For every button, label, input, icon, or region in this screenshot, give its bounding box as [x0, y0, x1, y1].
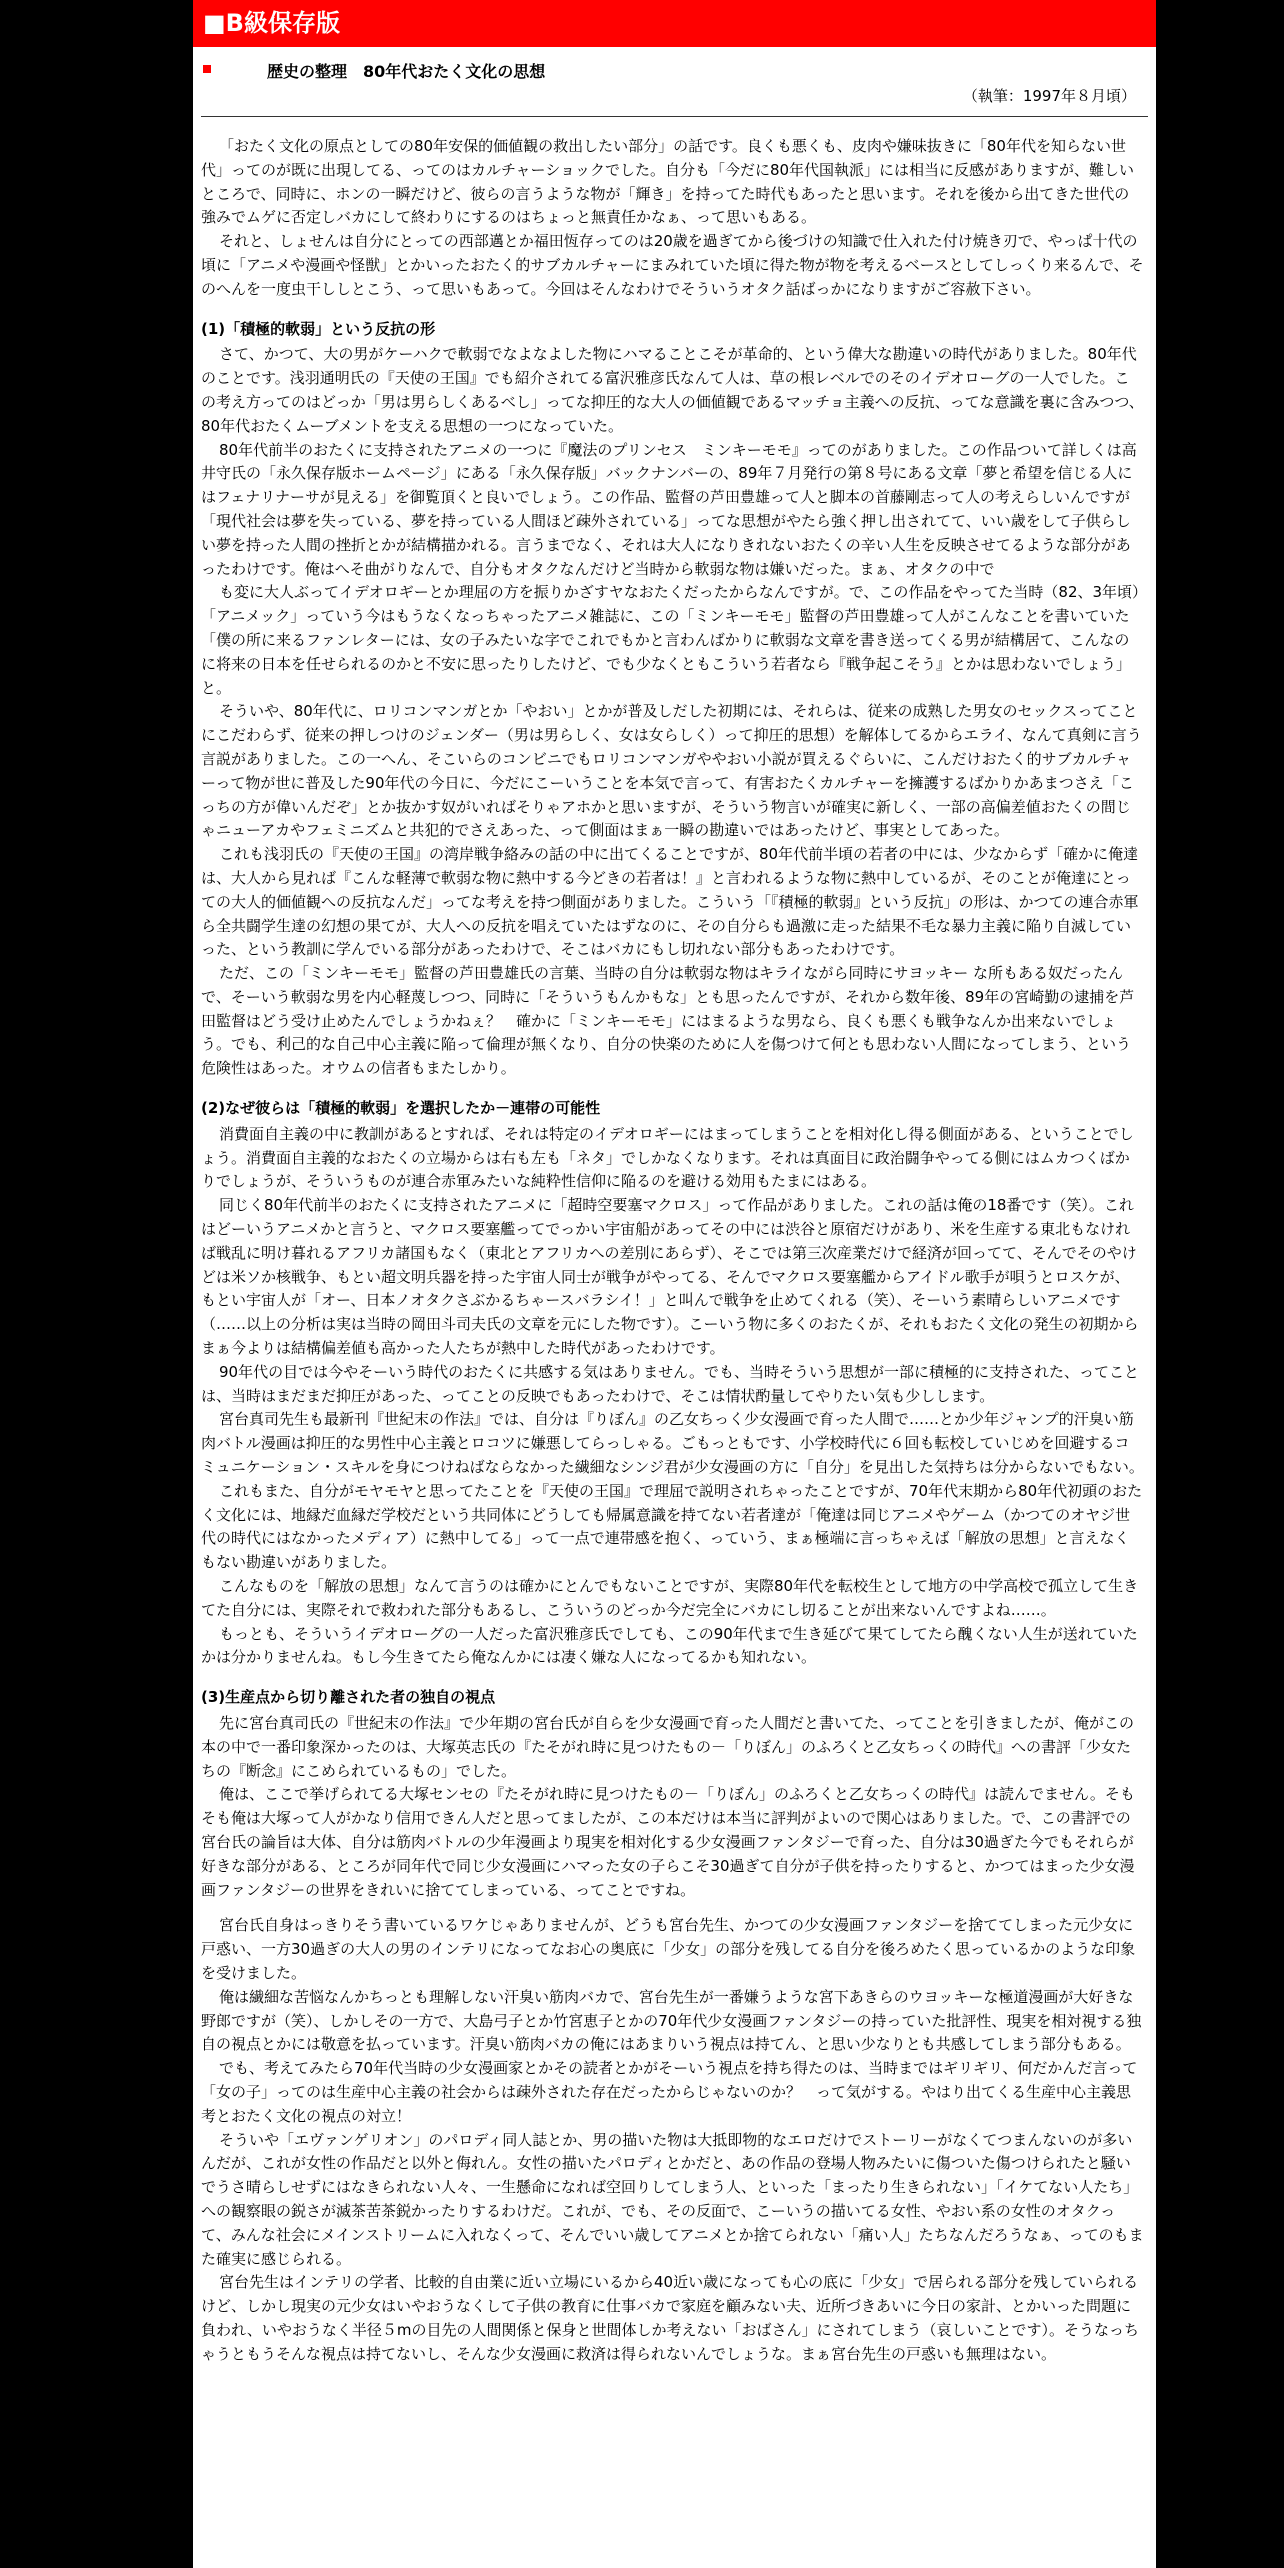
- section: [201, 318, 1144, 1082]
- section-heading: (2)なぜ彼らは「積極的軟弱」を選択したか－連帯の可能性: [201, 1099, 601, 1118]
- section-paragraph: 同じく80年代前半のおたくに支持されたアニメに「超時空要塞マクロス」って作品がありました。これの話は俺の18番です（笑）。これはどーいうアニメかと言うと、マクロス要塞艦ってでっかい宇宙船があってその中には渋谷と原宿だけがあり、米を生産する東北もなければ戦乱に明け暮れるアフリカ諸国もなく（東北とアフリカへの差別にあらず）、そこでは第三次産業だけで経済が回ってて、そんでそのやけどは米ソか核戦争、もとい超文明兵器を持った宇宙人同士が戦争がやってる、そんでマクロス要塞艦からアイドル歌手が唄うとロスケが、もとい宇宙人が「オー、日本ノオタクさぶかるちゃースバラシイ！」と叫んで戦争を止めてくれる（笑）、そーいう素晴らしいアニメです（……以上の分析は実は当時の岡田斗司夫氏の文章を元にした物です）。こーいう物に多くのおたくが、それもおたく文化の発生の初期からまぁ今よりは結構偏差値も高かった人たちが熱中した時代があったわけです。: [201, 1196, 1139, 1358]
- article-title: 歴史の整理 80年代おたく文化の思想: [267, 62, 546, 81]
- article-header: [193, 59, 1156, 83]
- intro-section: [201, 135, 1144, 302]
- section-paragraph: 宮台真司先生も最新刊『世紀末の作法』では、自分は『りぼん』の乙女ちっく少女漫画で育った人間で……とか少年ジャンプ的汗臭い筋肉バトル漫画は抑圧的な男性中心主義とロコツに嫌悪してらっしゃる。ごもっともです、小学校時代に６回も転校していじめを回避するコミュニケーション・スキルを身につけねばならなかった繊細なシンジ君が少女漫画の方に「自分」を見出した気持ちは分からないでもない。: [201, 1410, 1144, 1477]
- article-body: [193, 135, 1156, 2367]
- section-paragraph: もっとも、そういうイデオローグの一人だった富沢雅彦氏でしても、この90年代まで生き延びて果てしてたら醜くない人生が送れていたかは分かりませんね。もし今生きてたら俺なんかには凄く嫌な人になってるかも知れない。: [201, 1624, 1138, 1667]
- section-paragraph: 宮台先生はインテリの学者、比較的自由業に近い立場にいるから40近い歳になっても心の底に「少女」で居られる部分を残していられるけど、しかし現実の元少女はいやおうなくして子供の教育に仕事バカで家庭を顧みない夫、近所づきあいに今日の家計、とかいった問題に負われ、いやおうなく半径５mの目先の人間関係と保身と世間体しか考えない「おばさん」にされてしまう（哀しいことです）。そうなっちゃうともうそんな視点は持てないし、そんな少女漫画に救済は得られないんでしょうな。まぁ宮台先生の戸惑いも無理はない。: [201, 2273, 1140, 2363]
- section-paragraph: こんなものを「解放の思想」なんて言うのは確かにとんでもないことですが、実際80年代を転校生として地方の中学高校で孤立して生きてた自分には、実際それで救われた部分もあるし、こういうのどっか今だ完全にバカにし切ることが出来ないんですよね……。: [201, 1577, 1139, 1619]
- section: [201, 1097, 1144, 1670]
- square-bullet-icon: [203, 65, 211, 73]
- page: [193, 0, 1156, 2568]
- section-paragraph: 宮台氏自身はっきりそう書いているワケじゃありませんが、どうも宮台先生、かつての少女漫画ファンタジーを捨ててしまった元少女に戸惑い、一方30過ぎの大人の男のインテリになってなお心の奥底に「少女」の部分を残してる自分を後ろめたく思っているかのような印象を受けました。: [201, 1916, 1136, 1982]
- section-paragraph: そういや「エヴァンゲリオン」のパロディ同人誌とか、男の描いた物は大抵即物的なエロだけでストーリーがなくてつまんないのが多いんだが、これが女性の作品だと以外と侮れん。女性の描いたパロディとかだと、あの作品の登場人物みたいに傷ついた傷つけられたと騒いでうさ晴らしせずにはなきられない人々、一生懸命になれば空回りしてしまう人、といった「まったり生きられない」「イケてない人たち」への観察眼の鋭さが滅茶苦茶鋭かったりするわけだ。これが、でも、その反面で、こーいうの描いてる女性、やおい系の女性のオタクって、みんな社会にメインストリームに入れなくって、そんでいい歳してアニメとか捨てられない「痛い人」たちなんだろうなぁ、ってのもまた確実に感じられる。: [201, 2130, 1144, 2268]
- paragraph-gap: [201, 1902, 1144, 1914]
- article-date: （執筆：1997年８月頃）: [962, 87, 1136, 105]
- section-paragraph: そういや、80年代に、ロリコンマンガとか「やおい」とかが普及しだした初期には、それらは、従来の成熟した男女のセックスってことにこだわらず、従来の押しつけのジェンダー（男は男らしく、女は女らしく）って抑圧的思想）を解体してるからエライ、なんて真剣に言う言説がありました。この一へん、そこいらのコンビニでもロリコンマンガややおい小説が買えるぐらいに、こんだけおたく的サブカルチャーって物が世に普及した90年代の今日に、今だにこーいうことを本気で言って、有害おたくカルチャーを擁護するばかりかあまつさえ「こっちの方が偉いんだぞ」とか抜かす奴がいればそりゃアホかと思いますが、そういう物言いが確実に新しく、一部の高偏差値おたくの間じゃニューアカやフェミニズムと共犯的でさえあった、って側面はまぁ一瞬の勘違いではあったけど、事実としてあった。: [201, 702, 1142, 840]
- section-paragraph: でも、考えてみたら70年代当時の少女漫画家とかその読者とかがそーいう視点を持ち得たのは、当時まではギリギリ、何だかんだ言って「女の子」ってのは生産中心主義の社会からは疎外された存在だったからじゃないのか？ って気がする。やはり出てくる生産中心主義思考とおたく文化の視点の対立！: [201, 2059, 1138, 2125]
- section-paragraph: ただ、この「ミンキーモモ」監督の芦田豊雄氏の言葉、当時の自分は軟弱な物はキライながら同時にサヨッキー な所もある奴だったんで、そーいう軟弱な男を内心軽蔑しつつ、同時に「そういうもんかもな」とも思ったんですが、それから数年後、89年の宮崎勤の逮捕を芦田監督はどう受け止めたんでしょうかねぇ？ 確かに「ミンキーモモ」にはまるような男なら、良くも悪くも戦争なんか出来ないでしょう。でも、利己的な自己中心主義に陥って倫理が無くなり、自分の快楽のために人を傷つけて何とも思わない人間になってしまう、という危険性はあった。オウムの信者もまたしかり。: [201, 964, 1135, 1078]
- sections: [201, 318, 1144, 2367]
- intro-paragraph: それと、しょせんは自分にとっての西部邁とか福田恆存ってのは20歳を過ぎてから後づけの知識で仕入れた付け焼き刃で、やっぱ十代の頃に「アニメや漫画や怪獣」とかいったおたく的サブカルチャーにまみれていた頃に得た物が物を考えるベースとしてしっくり来るんで、そのへんを一度虫干ししとこう、って思いもあって。今回はそんなわけでそういうオタク話ばっかになりますがご容赦下さい。: [201, 232, 1144, 298]
- section-paragraph: 90年代の目では今やそーいう時代のおたくに共感する気はありません。でも、当時そういう思想が一部に積極的に支持された、ってことは、当時はまだまだ抑圧があった、ってことの反映でもあったわけで、そこは情状酌量してやりたい気も少しします。: [201, 1362, 1139, 1405]
- section-heading: (3)生産点から切り離された者の独自の視点: [201, 1688, 496, 1707]
- section-paragraph: 俺は繊細な苦悩なんかちっとも理解しない汗臭い筋肉バカで、宮台先生が一番嫌うような宮下あきらのウヨッキーな極道漫画が大好きな野郎ですが（笑）、しかしその一方で、大島弓子とか竹宮恵子とかの70年代少女漫画ファンタジーの持っていた批評性、現実を相対視する独自の視点とかには敬意を払っています。汗臭い筋肉バカの俺にはあまりいう視点は持てん、と思い少なりとも共感してしまう部分もある。: [201, 1987, 1142, 2054]
- section-paragraph: これもまた、自分がモヤモヤと思ってたことを『天使の王国』で理屈で説明されちゃったことですが、70年代末期から80年代初頭のおたく文化には、地縁だ血縁だ学校だという共同体にどうしても帰属意識を持てない若者達が「俺達は同じアニメやゲーム（かつてのオヤジ世代の時代にはなかったメディア）に熱中してる」って一点で連帯感を抱く、っていう、まぁ極端に言っちゃえば「解放の思想」と言えなくもない勘違いがありました。: [201, 1481, 1143, 1572]
- intro-paragraph: 「おたく文化の原点としての80年安保的価値観の救出したい部分」の話です。良くも悪くも、皮肉や嫌味抜きに「80年代を知らない世代」ってのが既に出現してる、ってのはカルチャーショックでした。自分も「今だに80年代国執派」には相当に反感がありますが、難しいところで、同時に、ホンの一瞬だけど、彼らの言うような物が「輝き」を持ってた時代もあったと思います。それを後から出てきた世代の強みでムゲに否定しバカにして終わりにするのはちょっと無責任かなぁ、って思いもある。: [201, 137, 1135, 227]
- section-paragraph: さて、かつて、大の男がケーハクで軟弱でなよなよした物にハマることこそが革命的、という偉大な勘違いの時代がありました。80年代のことです。浅羽通明氏の『天使の王国』でも紹介されてる富沢雅彦氏なんて人は、草の根レベルでのそのイデオローグの一人でした。この考え方ってのはどっか「男は男らしくあるべし」ってな抑圧的な大人の価値観であるマッチョ主義への反抗、ってな意識を裏に含みつつ、80年代おたくムーブメントを支える思想の一つになっていた。: [201, 345, 1144, 435]
- section-paragraph: も変に大人ぶってイデオロギーとか理屈の方を振りかざすヤなおたくだったからなんですが。で、この作品をやってた当時（82、3年頃）「アニメック」っていう今はもうなくなっちゃったアニメ雑誌に、この「ミンキーモモ」監督の芦田豊雄って人がこんなことを書いていた「僕の所に来るファンレターには、女の子みたいな字でこれでもかと言わんばかりに軟弱な文章を書き送ってくる男が結構居て、こんなのに将来の日本を任せられるのかと不安に思ったりしたけど、でも少なくともこういう若者なら『戦争起こそう』とかは思わないでしょう」と。: [201, 583, 1140, 697]
- section-paragraph: 80年代前半のおたくに支持されたアニメの一つに『魔法のプリンセス ミンキーモモ』ってのがありました。この作品ついて詳しくは高井守氏の「永久保存版ホームページ」にある「永久保存版」バックナンバーの、89年７月発行の第８号にある文章「夢と希望を信じる人にはフェナリナーサが見える」を御覧頂くと良いでしょう。この作品、監督の芦田豊雄って人と脚本の首藤剛志って人の考えらしいんですが「現代社会は夢を失っている、夢を持っている人間ほど疎外されている」ってな思想がやたら強く押し出されてて、いい歳をして子供らしい夢を持った人間の挫折とかが結構描かれる。言うまでなく、それは大人になりきれないおたくの辛い人生を反映させてるような部分があったわけです。俺はへそ曲がりなんで、自分もオタクなんだけど当時から軟弱な物は嫌いだった。まぁ、オタクの中で: [201, 440, 1137, 578]
- site-banner: ■B級保存版: [193, 0, 1156, 47]
- section: [201, 1686, 1144, 2366]
- section-paragraph: 先に宮台真司氏の『世紀末の作法』で少年期の宮台氏が自らを少女漫画で育った人間だと書いてた、ってことを引きましたが、俺がこの本の中で一番印象深かったのは、大塚英志氏の『たそがれ時に見つけたもの－「りぼん」のふろくと乙女ちっくの時代』への書評「少女たちの『断念』にこめられているもの」でした。: [201, 1714, 1135, 1780]
- section-paragraph: 消費面自主義の中に教訓があるとすれば、それは特定のイデオロギーにはまってしまうことを相対化し得る側面がある、ということでしょう。消費面自主義的なおたくの立場からは右も左も「ネタ」でしかなくなります。それは真面目に政治闘争やってる側にはムカつくばかりでしょうが、そういうものが連合赤軍みたいな純粋性信仰に陥るのを避ける効用もたまにはある。: [201, 1124, 1134, 1191]
- section-paragraph: 俺は、ここで挙げられてる大塚センセの『たそがれ時に見つけたもの－「りぼん」のふろくと乙女ちっくの時代』は読んでません。そもそも俺は大塚って人がかなり信用できん人だと思ってましたが、この本だけは本当に評判がよいので関心はありました。で、この書評での宮台氏の論旨は大体、自分は筋肉バトルの少年漫画より現実を相対化する少女漫画ファンタジーで育った、自分は30過ぎた今でもそれらが好きな部分がある、ところが同年代で同じ少女漫画にハマった女の子らこそ30過ぎて自分が子供を持ったりすると、かつてはまった少女漫画ファンタジーの世界をきれいに捨ててしまっている、ってことですね。: [201, 1785, 1135, 1899]
- section-heading: (1)「積極的軟弱」という反抗の形: [201, 319, 436, 338]
- section-paragraph: これも浅羽氏の『天使の王国』の湾岸戦争絡みの話の中に出てくることですが、80年代前半頃の若者の中には、少なからず「確かに俺達は、大人から見れば『こんな軽薄で軟弱な物に熱中する今どきの若者は！』と言われるような物に熱中しているが、そのことが俺達にとっての大人的価値観への反抗なんだ」ってな考えを持つ側面がありました。こういう「『積極的軟弱』という反抗」の形は、かつての連合赤軍ら全共闘学生達の幻想の果てが、大人への反抗を唱えていたはずなのに、その自分らも過激に走った結果不毛な暴力主義に陥り自滅していった、という教訓に学んでいる部分があったわけで、そこはバカにもし切れない部分もあったわけです。: [201, 845, 1139, 959]
- divider: [201, 116, 1148, 117]
